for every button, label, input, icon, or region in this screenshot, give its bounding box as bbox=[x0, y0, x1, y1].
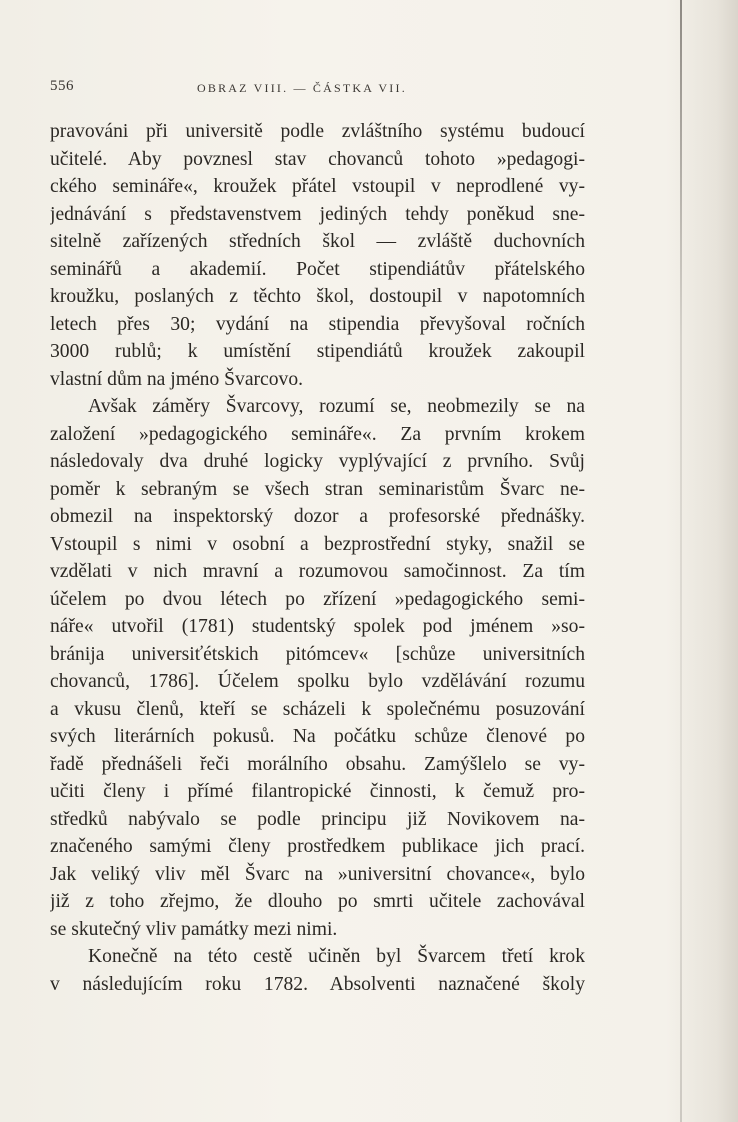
text-line: vlastní dům na jméno Švarcovo. bbox=[50, 368, 304, 390]
text-line: chovanců, 1786]. Účelem spolku bylo vzdělávání rozumu bbox=[50, 671, 585, 692]
text-line: Avšak záměry Švarcovy, rozumí se, neobmezily se na bbox=[88, 396, 585, 417]
text-line: učiti členy i přímé filantropické činnosti, k čemuž pro- bbox=[50, 781, 585, 802]
text-line: kroužku, poslaných z těchto škol, dostoupil v napotomních bbox=[50, 286, 585, 307]
text-line: se skutečný vliv památky mezi nimi. bbox=[50, 918, 338, 940]
page-edge-shadow bbox=[668, 0, 738, 1122]
text-line: a vkusu členů, kteří se scházeli k společnému posuzování bbox=[50, 698, 585, 720]
text-line: následovaly dva druhé logicky vyplývající z prvního. Svůj bbox=[50, 451, 585, 472]
text-line: poměr k sebraným se všech stran seminaristům Švarc ne- bbox=[50, 478, 585, 500]
text-line: obmezil na inspektorský dozor a profesorské přednášky. bbox=[50, 506, 585, 527]
text-line: řadě přednášeli řeči morálního obsahu. Zamýšlelo se vy- bbox=[50, 753, 585, 775]
text-line: Konečně na této cestě učiněn byl Švarcem třetí krok bbox=[88, 946, 585, 967]
text-line: jednávání s představenstvem jediných tehdy poněkud sne- bbox=[50, 203, 585, 225]
text-line: pravováni při universitě podle zvláštního systému budoucí bbox=[50, 121, 585, 142]
text-line: ckého semináře«, kroužek přátel vstoupil v neprodlené vy- bbox=[50, 176, 585, 197]
text-line: učitelé. Aby povznesl stav chovanců tohoto »pedagogi- bbox=[50, 148, 585, 170]
text-line: náře« utvořil (1781) studentský spolek pod jménem »so- bbox=[50, 616, 585, 637]
text-line: Vstoupil s nimi v osobní a bezprostřední styky, snažil se bbox=[50, 533, 585, 555]
text-line: seminářů a akademií. Počet stipendiátův přátelského bbox=[50, 258, 585, 280]
text-line: v následujícím roku 1782. Absolventi naznačené školy bbox=[50, 973, 585, 995]
text-line: středků nabývalo se podle principu již Novikovem na- bbox=[50, 808, 585, 830]
body-text bbox=[50, 118, 585, 1018]
text-line: sitelně zařízených středních škol — zvláště duchovních bbox=[50, 231, 585, 252]
page-header bbox=[50, 78, 590, 100]
text-line: letech přes 30; vydání na stipendia převyšoval ročních bbox=[50, 313, 585, 335]
text-line: založení »pedagogického semináře«. Za prvním krokem bbox=[50, 423, 585, 445]
text-line: vzdělati v nich mravní a rozumovou samočinnost. Za tím bbox=[50, 561, 585, 582]
text-line: Jak veliký vliv měl Švarc na »universitní chovance«, bylo bbox=[50, 863, 585, 885]
page-edge-line bbox=[680, 0, 682, 1122]
text-line: bránija universiťétskich pitómcev« [schůze universitních bbox=[50, 643, 585, 665]
text-line: značeného samými členy prostředkem publikace jich prací. bbox=[50, 836, 585, 857]
text-line: svých literárních pokusů. Na počátku schůze členové po bbox=[50, 726, 585, 747]
text-line: již z toho zřejmo, že dlouho po smrti učitele zachovával bbox=[50, 891, 585, 912]
text-line: 3000 rublů; k umístění stipendiátů kroužek zakoupil bbox=[50, 341, 585, 362]
page-number: 556 bbox=[50, 78, 74, 94]
text-line: účelem po dvou létech po zřízení »pedagogického semi- bbox=[50, 588, 585, 610]
running-head: OBRAZ VIII. — ČÁSTKA VII. bbox=[197, 81, 407, 95]
